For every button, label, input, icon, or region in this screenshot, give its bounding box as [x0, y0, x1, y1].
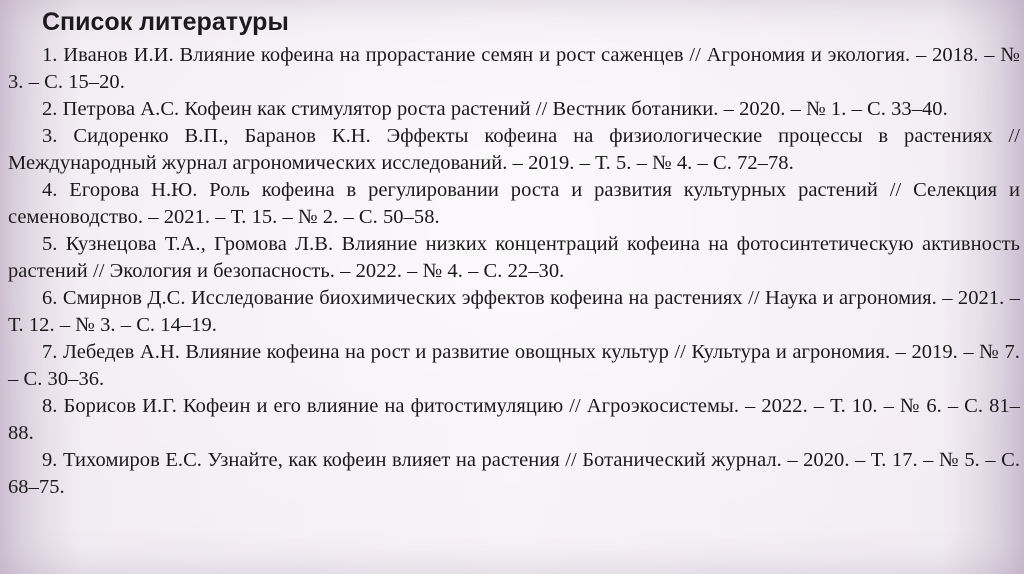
- reference-item-9: 9. Тихомиров Е.С. Узнайте, как кофеин влияет на растения // Ботанический журнал. – 2020. – Т. 17. – № 5. – С. 68–75.: [8, 449, 1020, 498]
- reference-list: [8, 42, 1020, 501]
- reference-item-7: 7. Лебедев А.Н. Влияние кофеина на рост и развитие овощных культур // Культура и агрономия. – 2019. – № 7. – С. 30–36.: [8, 341, 1020, 390]
- reference-item-5: 5. Кузнецова Т.А., Громова Л.В. Влияние низких концентраций кофеина на фотосинтетическую активность растений // Экология и безопасность. – 2022. – № 4. – С. 22–30.: [8, 233, 1020, 282]
- page-title: Список литературы: [42, 8, 289, 36]
- reference-item-1: 1. Иванов И.И. Влияние кофеина на прорастание семян и рост саженцев // Агрономия и экология. – 2018. – № 3. – С. 15–20.: [8, 44, 1020, 93]
- reference-item-2: 2. Петрова А.С. Кофеин как стимулятор роста растений // Вестник ботаники. – 2020. – № 1. – С. 33–40.: [42, 98, 948, 120]
- reference-item-8: 8. Борисов И.Г. Кофеин и его влияние на фитостимуляцию // Агроэкосистемы. – 2022. – Т. 10. – № 6. – С. 81–88.: [8, 395, 1020, 444]
- reference-item-4: 4. Егорова Н.Ю. Роль кофеина в регулировании роста и развития культурных растений // Селекция и семеноводство. – 2021. – Т. 15. – № 2. – С. 50–58.: [8, 179, 1020, 228]
- reference-item-3: 3. Сидоренко В.П., Баранов К.Н. Эффекты кофеина на физиологические процессы в растениях // Международный журнал агрономических исследований. – 2019. – Т. 5. – № 4. – С. 72–78.: [8, 125, 1020, 174]
- reference-item-6: 6. Смирнов Д.С. Исследование биохимических эффектов кофеина на растениях // Наука и агрономия. – 2021. – Т. 12. – № 3. – С. 14–19.: [8, 287, 1020, 336]
